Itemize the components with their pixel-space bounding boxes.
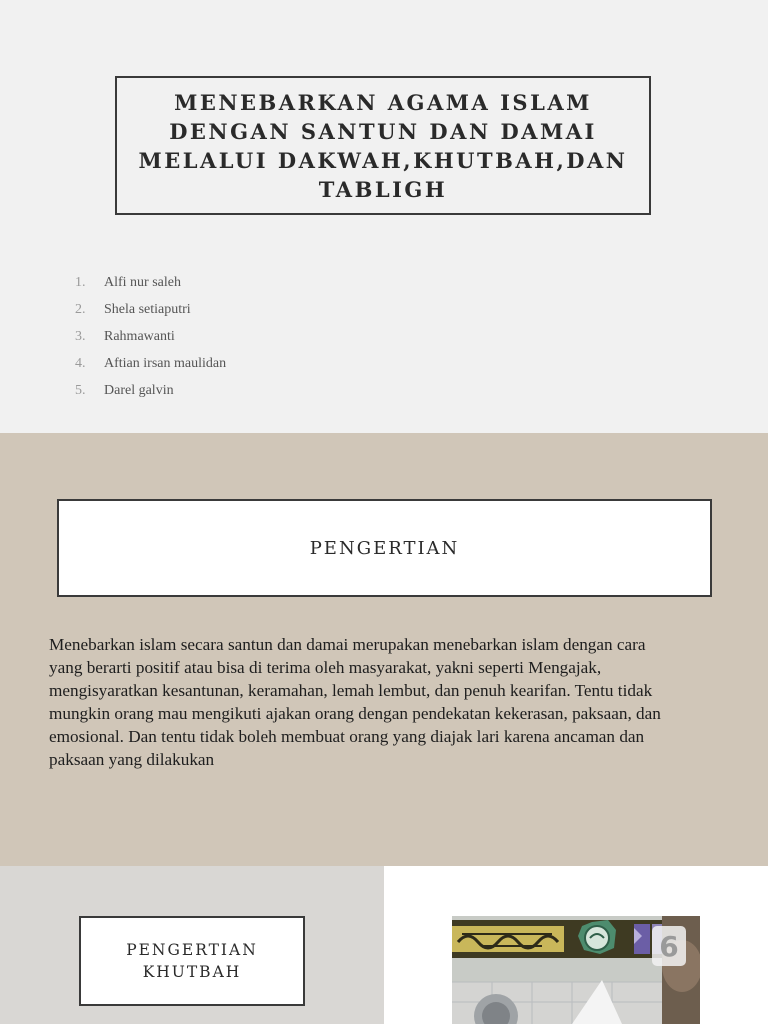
list-number: 4.: [75, 355, 86, 371]
slide-title: [0, 0, 768, 433]
khutbah-title: PENGERTIAN KHUTBAH: [126, 941, 258, 981]
list-number: 3.: [75, 328, 86, 344]
member-list: [75, 269, 226, 404]
slide-khutbah: [0, 866, 384, 1024]
member-name: Shela setiaputri: [104, 301, 191, 317]
channel-badge: 6: [659, 930, 679, 963]
list-item: [75, 350, 226, 377]
member-name: Aftian irsan maulidan: [104, 355, 227, 371]
khutbah-title-box: [79, 916, 305, 1006]
pengertian-title: PENGERTIAN: [309, 537, 460, 559]
title-box: [115, 76, 651, 215]
list-item: [75, 377, 226, 404]
pengertian-body: Menebarkan islam secara santun dan damai merupakan menebarkan islam dengan cara yang berarti positif atau bisa di terima oleh masyarakat, yakni seperti Mengajak, mengisyaratkan kesantunan, keramahan, lemah lembut, dan penuh kearifan. Tentu tidak mungkin orang mau mengikuti ajakan orang dengan pendekatan kekerasan, paksaan, dan emosional. Dan tentu tidak boleh membuat orang yang diajak lari karena ancaman dan paksaan yang dilakukan: [49, 635, 661, 769]
list-number: 1.: [75, 274, 86, 290]
list-item: [75, 269, 226, 296]
list-number: 5.: [75, 382, 86, 398]
list-number: 2.: [75, 301, 86, 317]
presentation-title: MENEBARKAN AGAMA ISLAM DENGAN SANTUN DAN DAMAI MELALUI DAKWAH,KHUTBAH,DAN TABLIGH: [138, 89, 628, 202]
slide-pengertian: [0, 433, 768, 866]
list-item: [75, 296, 226, 323]
member-name: Alfi nur saleh: [104, 274, 181, 290]
mosque-photo: [452, 916, 700, 1024]
list-item: [75, 323, 226, 350]
pengertian-title-box: [57, 499, 712, 597]
member-name: Darel galvin: [104, 382, 174, 398]
member-name: Rahmawanti: [104, 328, 175, 344]
mosque-photo-illustration: [452, 916, 700, 1024]
slide-khutbah-image-panel: [384, 866, 768, 1024]
